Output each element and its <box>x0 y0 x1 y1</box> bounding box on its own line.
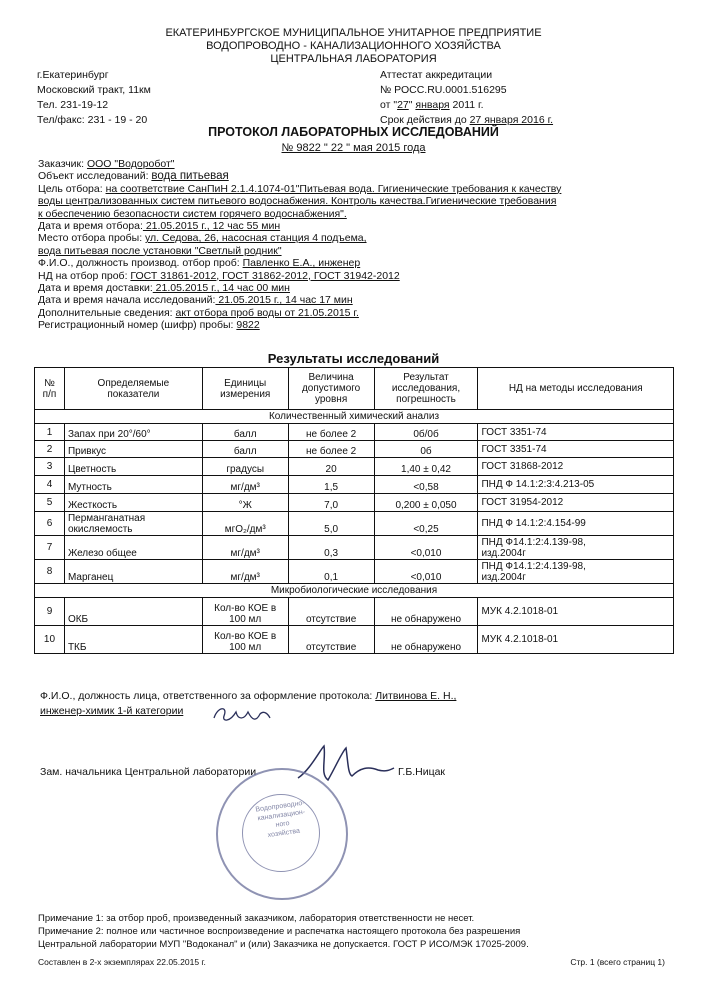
table-cell-limit: 0,1 <box>288 560 374 584</box>
table-cell-result: 0б <box>374 441 478 458</box>
deputy-name: Г.Б.Ницак <box>398 766 446 778</box>
address: Московский тракт, 11км <box>37 84 151 96</box>
table-cell-n: 10 <box>35 626 65 654</box>
copies-note: Составлен в 2-х экземплярах 22.05.2015 г. <box>38 957 206 967</box>
table-cell-result: 1,40 ± 0,42 <box>374 458 478 476</box>
table-cell-method: МУК 4.2.1018-01 <box>478 626 674 654</box>
purpose-field-line3: к обеспечению безопасности систем горячего водоснабжения". <box>38 207 347 220</box>
table-cell-method: ПНД Ф 14.1:2:3:4.213-05 <box>478 476 674 494</box>
table-cell-unit: мгО₂/дм³ <box>202 512 288 536</box>
table-cell-method: ГОСТ 3351-74 <box>478 424 674 441</box>
table-cell-name: Марганец <box>64 560 202 584</box>
table-row <box>35 536 674 560</box>
table-row <box>35 476 674 494</box>
table-cell-limit: 0,3 <box>288 536 374 560</box>
accreditation-title: Аттестат аккредитации <box>380 69 493 81</box>
table-cell-result: <0,58 <box>374 476 478 494</box>
table-cell-n: 5 <box>35 494 65 512</box>
table-cell-method: ГОСТ 3351-74 <box>478 441 674 458</box>
note-3: Центральной лаборатории МУП "Водоканал" и (или) Заказчика не допускается. ГОСТ Р ИСО/МЭК 17025-2009. <box>38 939 529 950</box>
table-cell-n: 2 <box>35 441 65 458</box>
table-row <box>35 598 674 626</box>
protocol-fields <box>38 158 561 332</box>
table-cell-result: <0,010 <box>374 560 478 584</box>
table-cell-name: Привкус <box>64 441 202 458</box>
table-cell-n: 1 <box>35 424 65 441</box>
table-header-cell: Единицы измерения <box>202 368 288 410</box>
table-cell-unit: мг/дм³ <box>202 536 288 560</box>
table-header-row <box>35 368 674 410</box>
table-cell-unit: °Ж <box>202 494 288 512</box>
contacts-block <box>37 68 151 128</box>
extra-field: Дополнительные сведения: акт отбора проб воды от 21.05.2015 г. <box>38 306 359 319</box>
table-cell-limit: 5,0 <box>288 512 374 536</box>
sampling-datetime-field: Дата и время отбора: 21.05.2015 г., 12 час 55 мин <box>38 220 281 233</box>
table-cell-limit: отсутствие <box>288 598 374 626</box>
table-cell-n: 6 <box>35 512 65 536</box>
table-row <box>35 424 674 441</box>
table-cell-n: 4 <box>35 476 65 494</box>
protocol-title: ПРОТОКОЛ ЛАБОРАТОРНЫХ ИССЛЕДОВАНИЙ <box>208 125 499 139</box>
table-cell-name: ОКБ <box>64 598 202 626</box>
table-row <box>35 560 674 584</box>
fax: Тел/факс: 231 - 19 - 20 <box>37 114 148 126</box>
accreditation-number: № РОСС.RU.0001.516295 <box>380 84 507 96</box>
delivery-field: Дата и время доставки: 21.05.2015 г., 14 час 00 мин <box>38 282 290 295</box>
table-cell-n: 9 <box>35 598 65 626</box>
table-cell-n: 3 <box>35 458 65 476</box>
stamp-text: Водопроводно- канализацион- ного хозяйства <box>255 799 306 840</box>
table-section-row <box>35 584 674 598</box>
results-table <box>34 367 674 654</box>
object-field: Объект исследований: вода питьевая <box>38 170 229 183</box>
sampling-place-line2: вода питьевая после установки "Светлый родник" <box>38 244 282 257</box>
org-name-line1: ЕКАТЕРИНБУРГСКОЕ МУНИЦИПАЛЬНОЕ УНИТАРНОЕ ПРЕДПРИЯТИЕ <box>165 27 542 39</box>
city: г.Екатеринбург <box>37 69 109 81</box>
table-cell-name: ТКБ <box>64 626 202 654</box>
table-cell-result: <0,010 <box>374 536 478 560</box>
page-number: Стр. 1 (всего страниц 1) <box>570 957 665 967</box>
table-cell-unit: Кол-во КОЕ в 100 мл <box>202 626 288 654</box>
table-cell-unit: балл <box>202 424 288 441</box>
table-cell-method: МУК 4.2.1018-01 <box>478 598 674 626</box>
table-header-cell: Величина допустимого уровня <box>288 368 374 410</box>
customer-field: Заказчик: ООО "Водоробот" <box>38 158 175 170</box>
table-cell-name: Запах при 20°/60° <box>64 424 202 441</box>
note-2: Примечание 2: полное или частичное воспроизведение и распечатка настоящего протокола без разрешения <box>38 926 521 937</box>
table-row <box>35 441 674 458</box>
start-field: Дата и время начала исследований: 21.05.2015 г., 14 час 17 мин <box>38 294 353 307</box>
table-cell-limit: отсутствие <box>288 626 374 654</box>
table-cell-unit: Кол-во КОЕ в 100 мл <box>202 598 288 626</box>
table-row <box>35 458 674 476</box>
responsible-line: Ф.И.О., должность лица, ответственного за оформление протокола: Литвинова Е. Н., <box>40 690 457 702</box>
results-title: Результаты исследований <box>267 351 440 366</box>
table-cell-unit: градусы <box>202 458 288 476</box>
table-cell-method: ПНД Ф 14.1:2:4.154-99 <box>478 512 674 536</box>
table-cell-unit: балл <box>202 441 288 458</box>
table-cell-unit: мг/дм³ <box>202 560 288 584</box>
lab-stamp-icon <box>216 768 348 900</box>
table-cell-limit: не более 2 <box>288 424 374 441</box>
table-cell-limit: 1,5 <box>288 476 374 494</box>
notes-block <box>38 912 529 951</box>
deputy-label: Зам. начальника Центральной лаборатории <box>40 766 257 778</box>
org-name-line2: ВОДОПРОВОДНО - КАНАЛИЗАЦИОННОГО ХОЗЯЙСТВА <box>206 40 501 52</box>
table-cell-n: 8 <box>35 560 65 584</box>
accreditation-date: от "27" января 2011 г. <box>380 99 484 111</box>
note-1: Примечание 1: за отбор проб, произведенный заказчиком, лаборатория ответственности не несет. <box>38 913 475 924</box>
table-cell-result: 0,200 ± 0,050 <box>374 494 478 512</box>
table-cell-name: Жесткость <box>64 494 202 512</box>
reg-number-field: Регистрационный номер (шифр) пробы: 9822 <box>38 319 260 332</box>
purpose-field: Цель отбора: на соответствие СанПиН 2.1.4.1074-01"Питьевая вода. Гигиенические требования к качеству <box>38 182 562 195</box>
table-cell-n: 7 <box>35 536 65 560</box>
sampling-place-field: Место отбора пробы: ул. Седова, 26, насосная станция 4 подъема, <box>38 232 367 245</box>
table-row <box>35 626 674 654</box>
table-header-cell: Результат исследования, погрешность <box>374 368 478 410</box>
table-cell-name: Перманганатная окисляемость <box>64 512 202 536</box>
table-cell-result: 0б/0б <box>374 424 478 441</box>
table-header-cell: Определяемые показатели <box>64 368 202 410</box>
table-cell-result: не обнаружено <box>374 626 478 654</box>
table-cell-method: ПНД Ф14.1:2:4.139-98, изд.2004г <box>478 560 674 584</box>
table-header-cell: № п/п <box>35 368 65 410</box>
table-cell-limit: 20 <box>288 458 374 476</box>
phone: Тел. 231-19-12 <box>37 99 109 111</box>
table-cell-name: Мутность <box>64 476 202 494</box>
table-section-title: Микробиологические исследования <box>35 584 674 598</box>
responsible-position: инженер-химик 1-й категории <box>40 705 184 717</box>
table-header-cell: НД на методы исследования <box>478 368 674 410</box>
org-name-line3: ЦЕНТРАЛЬНАЯ ЛАБОРАТОРИЯ <box>270 53 437 65</box>
accreditation-block <box>380 68 553 128</box>
table-cell-limit: не более 2 <box>288 441 374 458</box>
table-cell-result: <0,25 <box>374 512 478 536</box>
accreditation-valid: Срок действия до 27 января 2016 г. <box>380 114 554 126</box>
table-row <box>35 494 674 512</box>
table-section-title: Количественный химический анализ <box>35 410 674 424</box>
table-cell-method: ГОСТ 31954-2012 <box>478 494 674 512</box>
table-section-row <box>35 410 674 424</box>
responsible-signature-icon <box>208 700 278 730</box>
table-cell-method: ПНД Ф14.1:2:4.139-98, изд.2004г <box>478 536 674 560</box>
table-row <box>35 512 674 536</box>
table-cell-result: не обнаружено <box>374 598 478 626</box>
table-cell-name: Железо общее <box>64 536 202 560</box>
table-cell-name: Цветность <box>64 458 202 476</box>
table-cell-method: ГОСТ 31868-2012 <box>478 458 674 476</box>
protocol-number: № 9822 " 22 " мая 2015 года <box>281 142 426 154</box>
purpose-field-line2: воды централизованных систем питьевого водоснабжения. Контроль качества.Гигиенические требования <box>38 195 557 208</box>
sampler-field: Ф.И.О., должность производ. отбор проб: Павленко Е.А., инженер <box>38 257 361 270</box>
table-cell-limit: 7,0 <box>288 494 374 512</box>
table-cell-unit: мг/дм³ <box>202 476 288 494</box>
sampling-nd-field: НД на отбор проб: ГОСТ 31861-2012, ГОСТ 31862-2012, ГОСТ 31942-2012 <box>38 269 400 282</box>
